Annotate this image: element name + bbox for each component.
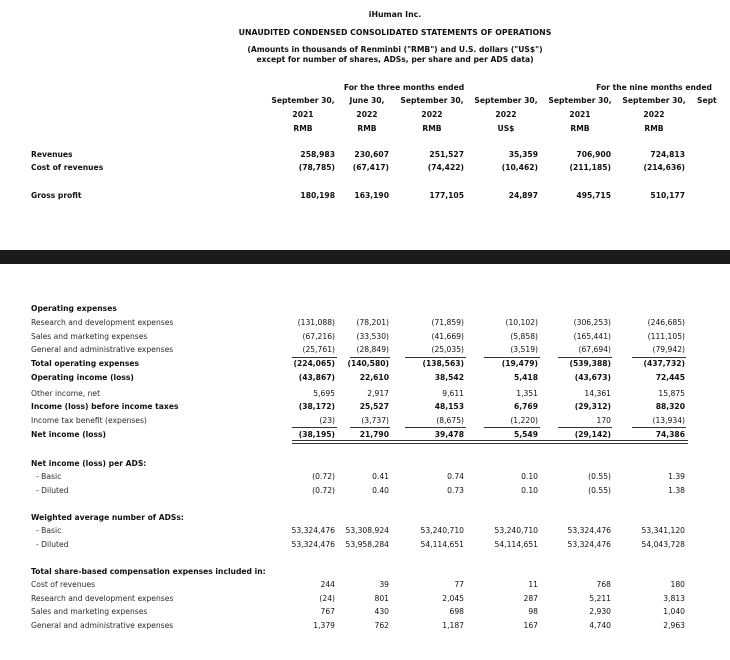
row-value: (43,673) [574, 373, 611, 382]
row-value: 762 [374, 621, 389, 630]
row-value: 5,549 [513, 430, 538, 439]
row-value: (8,675) [436, 416, 464, 425]
row-value: 0.40 [372, 486, 389, 495]
row-value: 495,715 [576, 191, 611, 200]
row-value: (38,172) [298, 402, 335, 411]
row-value: (28,849) [356, 345, 389, 354]
row-value: 2,917 [367, 389, 389, 398]
statement-title: UNAUDITED CONDENSED CONSOLIDATED STATEMENTS OF OPERATIONS [238, 28, 552, 37]
row-value: (306,253) [573, 318, 611, 327]
subtotal-rule [405, 357, 466, 358]
row-value: (33,530) [356, 332, 389, 341]
row-value: 430 [374, 607, 389, 616]
row-value: 24,897 [508, 191, 538, 200]
row-value: 14,361 [584, 389, 611, 398]
subtotal-rule [484, 427, 540, 428]
row-value: 698 [449, 607, 464, 616]
row-value: 258,983 [300, 150, 335, 159]
row-value: 38,542 [434, 373, 464, 382]
row-value: (140,580) [347, 359, 389, 368]
row-value: 54,114,651 [420, 540, 464, 549]
row-value: 1.38 [668, 486, 685, 495]
row-value: (43,867) [298, 373, 335, 382]
column-1-unit: RMB [293, 124, 313, 133]
row-value: 48,153 [434, 402, 464, 411]
row-value: 54,043,728 [641, 540, 685, 549]
column-5-unit: RMB [570, 124, 590, 133]
weighted-ads-heading: Weighted average number of ADSs: [31, 513, 184, 522]
row-value: 768 [596, 580, 611, 589]
row-value: 801 [374, 594, 389, 603]
row-value: 74,386 [655, 430, 685, 439]
row-value: (38,195) [298, 430, 335, 439]
row-value: 167 [523, 621, 538, 630]
row-value: 53,240,710 [420, 526, 464, 535]
row-value: (539,388) [569, 359, 611, 368]
row-label: Research and development expenses [31, 318, 174, 327]
row-value: 53,958,284 [345, 540, 389, 549]
column-6-year: 2022 [643, 110, 665, 119]
row-value: (78,201) [356, 318, 389, 327]
row-value: 5,211 [589, 594, 611, 603]
nine-months-header: For the nine months ended [596, 83, 712, 92]
column-3-year: 2022 [421, 110, 443, 119]
subtotal-rule [350, 427, 390, 428]
column-5-date: September 30, [548, 96, 612, 105]
row-value: (165,441) [573, 332, 611, 341]
row-value: (71,859) [431, 318, 464, 327]
row-value: (41,669) [431, 332, 464, 341]
row-value: 287 [523, 594, 538, 603]
row-value: (3,737) [361, 416, 389, 425]
net-income-double-rule [292, 440, 688, 444]
row-value: 180,198 [300, 191, 335, 200]
row-value: (111,105) [647, 332, 685, 341]
row-value: 98 [528, 607, 538, 616]
row-value: 11 [528, 580, 538, 589]
row-value: 53,308,924 [345, 526, 389, 535]
row-value: 1,187 [442, 621, 464, 630]
row-label: - Diluted [36, 486, 69, 495]
row-value: (224,065) [293, 359, 335, 368]
row-label: Other income, net [31, 389, 101, 398]
row-value: 88,320 [655, 402, 685, 411]
row-value: (13,934) [652, 416, 685, 425]
row-value: 21,790 [359, 430, 389, 439]
row-value: 510,177 [650, 191, 685, 200]
row-value: 35,359 [508, 150, 538, 159]
row-value: (78,785) [298, 163, 335, 172]
subtotal-rule [632, 357, 686, 358]
row-value: 4,740 [589, 621, 611, 630]
column-3-unit: RMB [422, 124, 442, 133]
amounts-note-line1: (Amounts in thousands of Renminbi ("RMB") and U.S. dollars ("US$") [247, 45, 543, 54]
row-value: 5,418 [513, 373, 538, 382]
three-months-header: For the three months ended [343, 83, 465, 92]
row-value: 22,610 [359, 373, 389, 382]
per-ads-heading: Net income (loss) per ADS: [31, 459, 147, 468]
column-6-date: September 30, [622, 96, 686, 105]
amounts-note-line2: except for number of shares, ADSs, per share and per ADS data) [256, 55, 534, 64]
subtotal-rule [632, 427, 686, 428]
row-value: 177,105 [429, 191, 464, 200]
row-value: (67,417) [352, 163, 389, 172]
row-value: (79,942) [652, 345, 685, 354]
row-value: 724,813 [650, 150, 685, 159]
row-value: (67,216) [302, 332, 335, 341]
column-4-unit: US$ [497, 124, 515, 133]
column-5-year: 2021 [569, 110, 591, 119]
row-value: (437,732) [643, 359, 685, 368]
row-value: (24) [319, 594, 335, 603]
row-value: 0.10 [521, 486, 538, 495]
row-value: (5,858) [510, 332, 538, 341]
column-1-date: September 30, [271, 96, 335, 105]
row-label: Income (loss) before income taxes [31, 402, 179, 411]
subtotal-rule [558, 357, 612, 358]
company-name: iHuman Inc. [368, 10, 422, 19]
row-value: (1,220) [510, 416, 538, 425]
row-value: (29,312) [574, 402, 611, 411]
row-value: (29,142) [574, 430, 611, 439]
row-value: (0.72) [312, 472, 335, 481]
row-value: 230,607 [354, 150, 389, 159]
row-value: 0.41 [372, 472, 389, 481]
row-value: 1,379 [313, 621, 335, 630]
row-value: (0.55) [588, 486, 611, 495]
overflow-column-date: Sept [697, 96, 717, 105]
row-value: (19,479) [501, 359, 538, 368]
operating-expenses-heading: Operating expenses [31, 304, 117, 313]
row-label: Cost of revenues [31, 580, 96, 589]
row-value: 1,040 [663, 607, 685, 616]
row-value: 170 [596, 416, 611, 425]
section-divider-band [0, 250, 730, 264]
row-value: 0.74 [447, 472, 464, 481]
row-value: 54,114,651 [494, 540, 538, 549]
row-value: 163,190 [354, 191, 389, 200]
row-value: 25,527 [359, 402, 389, 411]
row-value: 53,324,476 [567, 526, 611, 535]
row-value: 1,351 [516, 389, 538, 398]
row-value: (10,462) [501, 163, 538, 172]
row-value: (214,636) [643, 163, 685, 172]
column-2-date: June 30, [349, 96, 385, 105]
row-label: - Diluted [36, 540, 69, 549]
row-value: 0.73 [447, 486, 464, 495]
subtotal-rule [292, 357, 337, 358]
row-value: 53,324,476 [567, 540, 611, 549]
row-value: 6,769 [513, 402, 538, 411]
row-value: 53,324,476 [291, 526, 335, 535]
row-label: General and administrative expenses [31, 345, 174, 354]
subtotal-rule [405, 427, 466, 428]
row-label: Sales and marketing expenses [31, 332, 148, 341]
row-value: 39,478 [434, 430, 464, 439]
row-label: Sales and marketing expenses [31, 607, 148, 616]
row-value: (138,563) [422, 359, 464, 368]
row-value: 244 [320, 580, 335, 589]
row-label: Operating income (loss) [31, 373, 134, 382]
column-2-year: 2022 [356, 110, 378, 119]
row-value: (0.72) [312, 486, 335, 495]
row-value: 9,611 [442, 389, 464, 398]
row-value: 2,930 [589, 607, 611, 616]
subtotal-rule [350, 357, 390, 358]
row-value: (25,035) [431, 345, 464, 354]
row-label: Research and development expenses [31, 594, 174, 603]
row-value: (3,519) [510, 345, 538, 354]
column-1-year: 2021 [292, 110, 314, 119]
sbc-heading: Total share-based compensation expenses included in: [31, 567, 266, 576]
column-4-year: 2022 [495, 110, 517, 119]
row-value: 180 [670, 580, 685, 589]
row-value: 0.10 [521, 472, 538, 481]
row-value: (25,761) [302, 345, 335, 354]
row-value: 2,963 [663, 621, 685, 630]
row-value: 72,445 [655, 373, 685, 382]
row-label: - Basic [36, 472, 62, 481]
row-value: (0.55) [588, 472, 611, 481]
row-value: 39 [379, 580, 389, 589]
row-value: 767 [320, 607, 335, 616]
subtotal-rule [292, 427, 337, 428]
row-value: 15,875 [658, 389, 685, 398]
row-label: General and administrative expenses [31, 621, 174, 630]
row-value: (10,102) [505, 318, 538, 327]
row-label: Net income (loss) [31, 430, 107, 439]
column-2-unit: RMB [357, 124, 377, 133]
row-value: 77 [454, 580, 464, 589]
row-value: (23) [319, 416, 335, 425]
row-label: Gross profit [31, 191, 82, 200]
column-3-date: September 30, [400, 96, 464, 105]
row-value: 251,527 [429, 150, 464, 159]
row-value: (67,694) [578, 345, 611, 354]
column-6-unit: RMB [644, 124, 664, 133]
row-label: Total operating expenses [31, 359, 140, 368]
row-value: 706,900 [576, 150, 611, 159]
subtotal-rule [484, 357, 540, 358]
subtotal-rule [558, 427, 612, 428]
row-value: (131,088) [297, 318, 335, 327]
row-label: Cost of revenues [31, 163, 104, 172]
row-label: - Basic [36, 526, 62, 535]
column-4-date: September 30, [474, 96, 538, 105]
row-value: 2,045 [442, 594, 464, 603]
row-value: (211,185) [569, 163, 611, 172]
row-value: 3,813 [663, 594, 685, 603]
row-value: 53,240,710 [494, 526, 538, 535]
row-value: 5,695 [313, 389, 335, 398]
row-label: Revenues [31, 150, 73, 159]
row-value: (246,685) [647, 318, 685, 327]
row-value: 53,341,120 [641, 526, 685, 535]
row-value: 1.39 [668, 472, 685, 481]
row-value: (74,422) [427, 163, 464, 172]
row-label: Income tax benefit (expenses) [31, 416, 147, 425]
row-value: 53,324,476 [291, 540, 335, 549]
